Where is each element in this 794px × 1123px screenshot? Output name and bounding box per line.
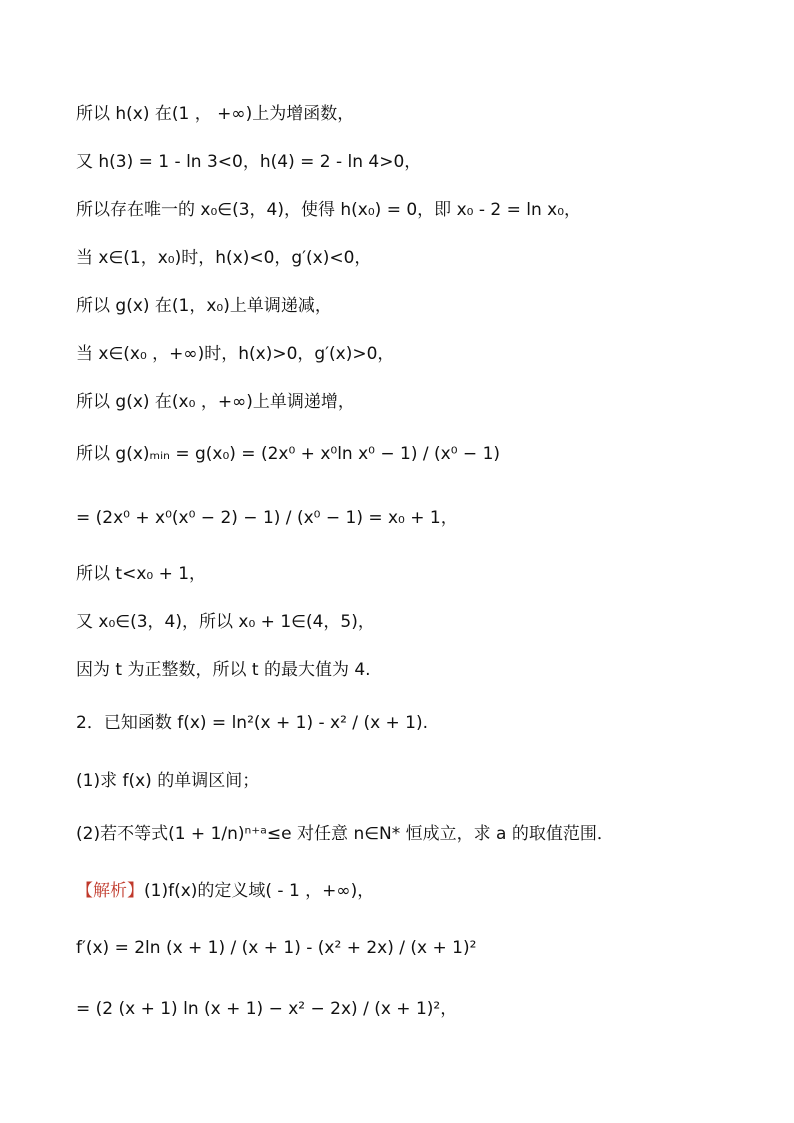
problem-2-statement: 2．已知函数 f(x) = ln²(x + 1) - x² / (x + 1). bbox=[76, 713, 429, 733]
text-line-5: 所以 g(x) 在(1，x₀)上单调递减， bbox=[76, 296, 332, 316]
text-line-1: 所以 h(x) 在(1 ， +∞)上为增函数， bbox=[76, 104, 355, 124]
formula-derivative-simplified: = (2 (x + 1) ln (x + 1) − x² − 2x) / (x + 1)²， bbox=[76, 999, 458, 1019]
text-line-9: 又 x₀∈(3，4)，所以 x₀ + 1∈(4，5)， bbox=[76, 612, 375, 632]
formula-g-min: 所以 g(x)ₘᵢₙ = g(x₀) = (2x⁰ + x⁰ln x⁰ − 1) / (x⁰ − 1) bbox=[76, 444, 501, 464]
text-line-4: 当 x∈(1，x₀)时，h(x)<0，g′(x)<0， bbox=[76, 248, 372, 268]
formula-g-min-simplified: = (2x⁰ + x⁰(x⁰ − 2) − 1) / (x⁰ − 1) = x₀ + 1， bbox=[76, 508, 458, 528]
text-line-2: 又 h(3) = 1 - ln 3<0，h(4) = 2 - ln 4>0， bbox=[76, 152, 422, 172]
analysis-domain-text: (1)f(x)的定义域( - 1 ，+∞)， bbox=[144, 881, 375, 901]
text-line-6: 当 x∈(x₀ ，+∞)时，h(x)>0，g′(x)>0， bbox=[76, 344, 395, 364]
formula-derivative: f′(x) = 2ln (x + 1) / (x + 1) - (x² + 2x) / (x + 1)² bbox=[76, 938, 477, 958]
analysis-line bbox=[76, 880, 374, 902]
problem-2-part-1: (1)求 f(x) 的单调区间； bbox=[76, 771, 260, 791]
text-line-10: 因为 t 为正整数，所以 t 的最大值为 4. bbox=[76, 660, 371, 680]
analysis-tag: 【解析】 bbox=[76, 881, 144, 901]
problem-2-part-2: (2)若不等式(1 + 1/n)ⁿ⁺ᵃ≤e 对任意 n∈N* 恒成立，求 a 的取值范围． bbox=[76, 824, 614, 844]
text-line-7: 所以 g(x) 在(x₀ ，+∞)上单调递增， bbox=[76, 392, 355, 412]
text-line-8: 所以 t<x₀ + 1， bbox=[76, 564, 207, 584]
text-line-3: 所以存在唯一的 x₀∈(3，4)，使得 h(x₀) = 0，即 x₀ - 2 = ln x₀， bbox=[76, 200, 582, 220]
